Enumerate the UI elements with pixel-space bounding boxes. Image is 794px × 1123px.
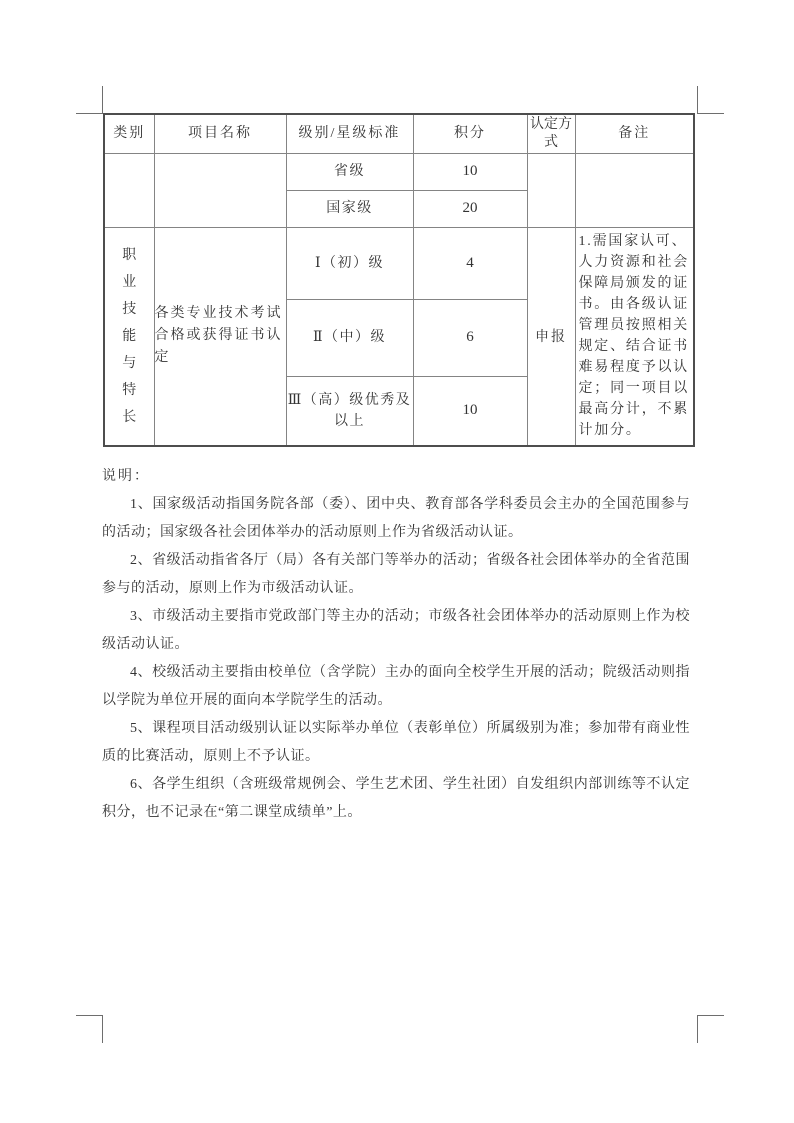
table-row xyxy=(104,227,694,299)
note-paragraph: 1、国家级活动指国务院各部（委）、团中央、教育部各学科委员会主办的全国范围参与的活动；国家级各社会团体举办的活动原则上作为省级活动认证。 xyxy=(102,497,690,540)
note-paragraph: 2、省级活动指省各厅（局）各有关部门等举办的活动；省级各社会团体举办的全省范围参与的活动，原则上作为市级活动认证。 xyxy=(102,553,690,596)
crop-mark-top-right xyxy=(697,86,724,114)
crop-mark-top-left xyxy=(76,86,103,114)
crop-mark-bottom-left xyxy=(76,1015,103,1043)
notes-title: 说明： xyxy=(102,469,150,484)
score-rules-table xyxy=(103,113,695,447)
notes-section xyxy=(102,463,690,827)
header-level: 级别/星级标准 xyxy=(286,114,413,153)
remark-cell: 1.需国家认可、人力资源和社会保障局颁发的证书。由各级认证管理员按照相关规定、结合证书难易程度予以认定；同一项目以最高分计，不累计加分。 xyxy=(575,227,694,446)
note-paragraph: 5、课程项目活动级别认证以实际举办单位（表彰单位）所属级别为准；参加带有商业性质的比赛活动，原则上不予认证。 xyxy=(102,721,690,764)
level-cell: Ⅱ（中）级 xyxy=(286,299,413,376)
table-header-row xyxy=(104,114,694,153)
points-cell: 10 xyxy=(413,153,527,190)
header-remark: 备注 xyxy=(575,114,694,153)
points-cell: 10 xyxy=(413,376,527,446)
remark-cell xyxy=(575,153,694,227)
category-cell xyxy=(104,227,154,446)
header-method: 认定方式 xyxy=(527,114,575,153)
category-cell xyxy=(104,153,154,227)
note-paragraph: 4、校级活动主要指由校单位（含学院）主办的面向全校学生开展的活动；院级活动则指以学院为单位开展的面向本学院学生的活动。 xyxy=(102,665,690,708)
category-text: 职业技能与特长 xyxy=(122,247,137,425)
header-category: 类别 xyxy=(104,114,154,153)
header-project: 项目名称 xyxy=(154,114,286,153)
points-cell: 6 xyxy=(413,299,527,376)
crop-mark-bottom-right xyxy=(697,1015,724,1043)
project-cell: 各类专业技术考试合格或获得证书认定 xyxy=(154,227,286,446)
level-cell: Ⅰ（初）级 xyxy=(286,227,413,299)
project-cell xyxy=(154,153,286,227)
level-cell: Ⅲ（高）级优秀及以上 xyxy=(286,376,413,446)
method-cell: 申报 xyxy=(527,227,575,446)
points-cell: 20 xyxy=(413,190,527,227)
note-paragraph: 3、市级活动主要指市党政部门等主办的活动；市级各社会团体举办的活动原则上作为校级活动认证。 xyxy=(102,609,690,652)
level-cell: 省级 xyxy=(286,153,413,190)
method-cell xyxy=(527,153,575,227)
header-points: 积分 xyxy=(413,114,527,153)
points-cell: 4 xyxy=(413,227,527,299)
level-cell: 国家级 xyxy=(286,190,413,227)
note-paragraph: 6、各学生组织（含班级常规例会、学生艺术团、学生社团）自发组织内部训练等不认定积分，也不记录在“第二课堂成绩单”上。 xyxy=(102,777,690,820)
table-row xyxy=(104,153,694,190)
